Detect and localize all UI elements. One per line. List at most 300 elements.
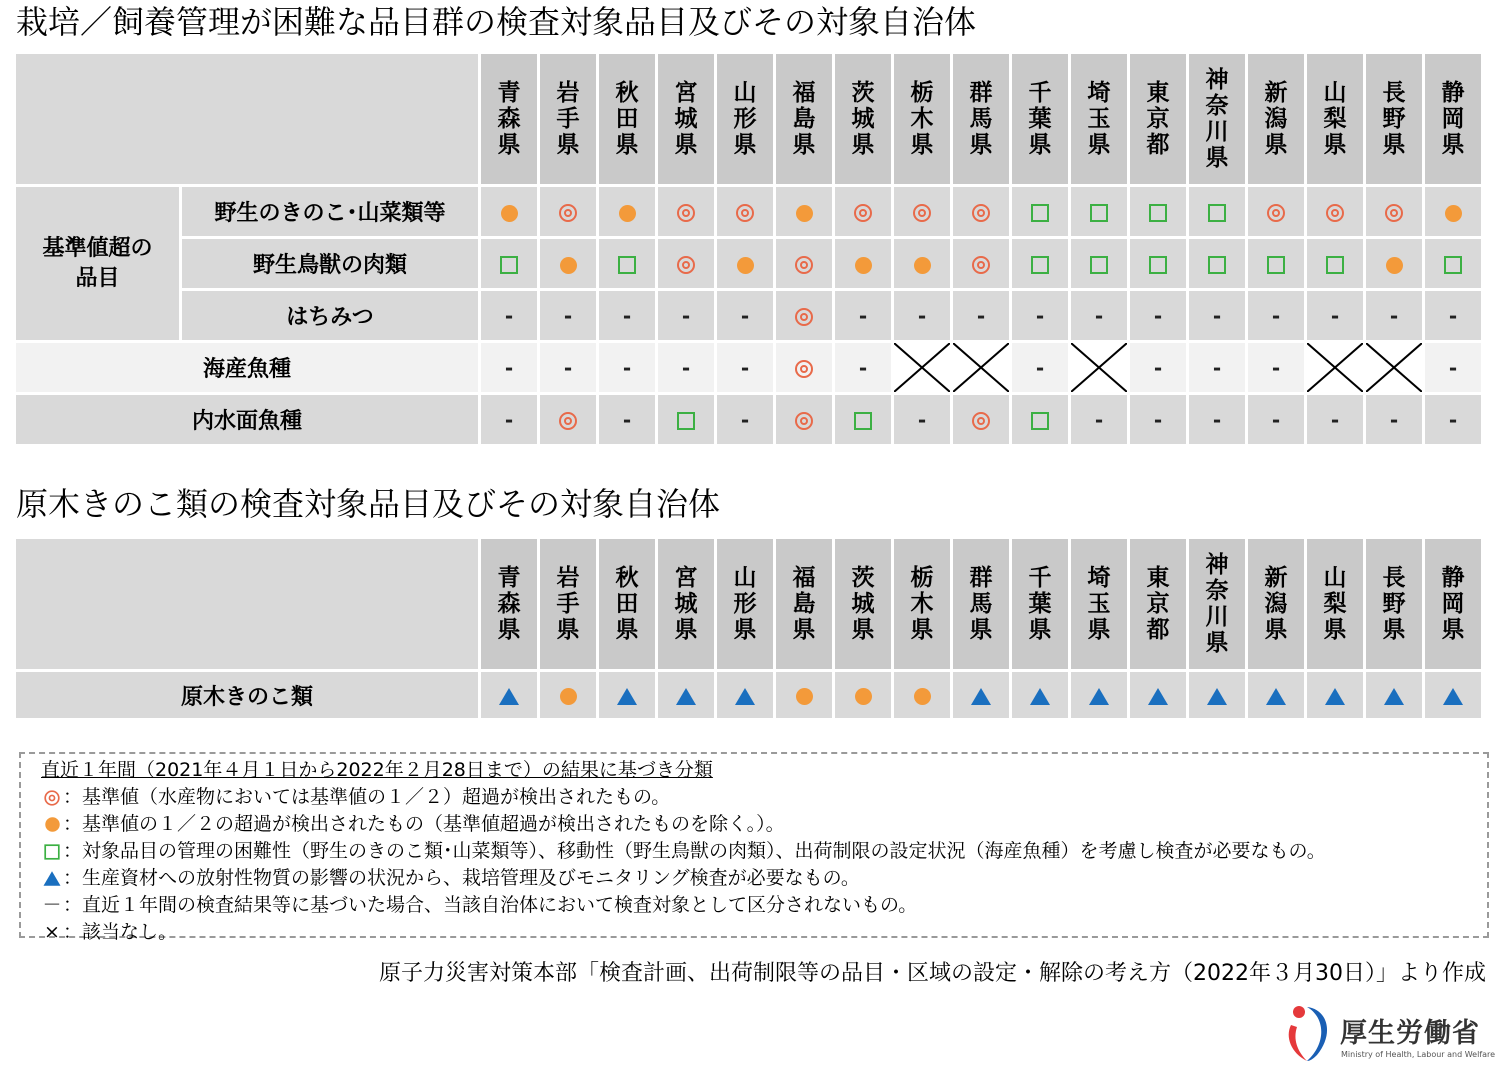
prefecture-name: 山形県 [733,80,757,158]
prefecture-name: 茨城県 [851,80,875,158]
prefecture-header [658,539,714,669]
prefecture-name: 東京都 [1146,80,1170,158]
status-cell [776,239,832,288]
row-label: 内水面魚種 [16,395,478,444]
blue-triangle-icon [499,688,519,705]
double-circle-icon [795,308,813,326]
status-cell [1248,395,1304,444]
dash-mark: - [622,303,632,328]
prefecture-name: 静岡県 [1441,565,1465,643]
table2-corner-cell [16,539,478,669]
status-cell [776,187,832,236]
status-cell [835,343,891,392]
prefecture-name: 青森県 [497,565,521,643]
cross-icon [894,343,950,392]
orange-dot-icon [560,257,577,274]
status-cell [540,343,596,392]
status-cell [1307,239,1363,288]
status-cell [540,187,596,236]
status-cell [1189,395,1245,444]
dash-mark: - [1330,407,1340,432]
double-circle-icon [1326,204,1344,222]
dash-mark: - [740,407,750,432]
status-cell [953,187,1009,236]
status-cell [1012,395,1068,444]
prefecture-header [717,539,773,669]
dash-mark: - [1212,355,1222,380]
status-cell [953,672,1009,718]
blue-triangle-icon [971,688,991,705]
status-cell [481,291,537,340]
dash-mark: - [681,303,691,328]
status-cell [1012,239,1068,288]
prefecture-header [1071,54,1127,184]
prefecture-header [1248,54,1304,184]
double-circle-icon [972,412,990,430]
prefecture-name: 岩手県 [556,565,580,643]
double-circle-icon [736,204,754,222]
table1-header-row [16,54,1481,184]
prefecture-name: 福島県 [792,80,816,158]
green-square-icon [1149,256,1167,274]
status-cell [599,343,655,392]
green-square-icon [1031,204,1049,222]
dash-mark: - [1448,407,1458,432]
dash-mark: - [976,303,986,328]
prefecture-name: 秋田県 [615,565,639,643]
status-cell [1071,291,1127,340]
prefecture-header [481,539,537,669]
double-circle-icon [677,204,695,222]
prefecture-header [835,54,891,184]
prefecture-name: 宮城県 [674,80,698,158]
dash-mark: - [1389,303,1399,328]
double-circle-icon [559,412,577,430]
prefecture-name: 静岡県 [1441,80,1465,158]
prefecture-header [1130,54,1186,184]
status-cell [894,187,950,236]
status-cell [1012,187,1068,236]
green-square-icon [618,256,636,274]
blue-triangle-icon [1325,688,1345,705]
table-row [16,395,1481,444]
prefecture-name: 群馬県 [969,80,993,158]
status-cell [1012,672,1068,718]
status-cell [1130,187,1186,236]
status-cell [1425,239,1481,288]
dash-mark: - [1448,355,1458,380]
dash-mark: - [1212,303,1222,328]
prefecture-header [776,539,832,669]
status-cell [658,395,714,444]
cross-icon [1071,343,1127,392]
status-cell [1425,187,1481,236]
orange-dot-icon [796,688,813,705]
prefecture-name: 山形県 [733,565,757,643]
status-cell [835,291,891,340]
legend-text: ：基準値（水産物においては基準値の１／２）超過が検出されたもの。 [63,786,671,808]
status-cell [1130,395,1186,444]
status-cell [717,343,773,392]
dash-mark: - [622,407,632,432]
not-applicable-cell [894,343,950,392]
prefecture-name: 長野県 [1382,565,1406,643]
status-cell [1366,291,1422,340]
prefecture-header [717,54,773,184]
prefecture-header [1366,54,1422,184]
status-cell [776,672,832,718]
not-applicable-cell [953,343,1009,392]
green-square-icon [1149,204,1167,222]
prefecture-header [1307,54,1363,184]
prefecture-header [1307,539,1363,669]
green-square-icon [1326,256,1344,274]
dash-mark: - [504,303,514,328]
status-cell [540,672,596,718]
status-cell [1189,291,1245,340]
prefecture-header [540,539,596,669]
status-cell [1248,291,1304,340]
status-cell [540,395,596,444]
dash-mark: - [1212,407,1222,432]
dash-mark: - [917,303,927,328]
legend-symbol [41,865,63,892]
green-square-icon [1031,412,1049,430]
status-cell [1130,291,1186,340]
status-cell [1425,672,1481,718]
green-square-icon [854,412,872,430]
status-cell [1130,239,1186,288]
prefecture-name: 栃木県 [910,565,934,643]
status-cell [1189,672,1245,718]
status-cell [1366,187,1422,236]
status-cell [894,239,950,288]
table1-corner-cell [16,54,478,184]
double-circle-icon [913,204,931,222]
prefecture-header [1366,539,1422,669]
prefecture-name: 新潟県 [1264,80,1288,158]
prefecture-header [540,54,596,184]
dash-mark: - [858,355,868,380]
blue-triangle-icon [617,688,637,705]
status-cell [1130,343,1186,392]
status-cell [599,239,655,288]
status-cell [1425,291,1481,340]
prefecture-name: 茨城県 [851,565,875,643]
prefecture-name: 新潟県 [1264,565,1288,643]
cross-icon [953,343,1009,392]
prefecture-header [1425,539,1481,669]
status-cell [1012,343,1068,392]
double-circle-icon [1385,204,1403,222]
prefecture-name: 千葉県 [1028,565,1052,643]
prefecture-name: 長野県 [1382,80,1406,158]
title-log-mushroom-items: 原木きのこ類の検査対象品目及びその対象自治体 [16,485,721,523]
prefecture-name: 神奈川県 [1205,552,1229,656]
legend-item [41,784,1487,811]
dash-mark: - [740,303,750,328]
status-cell [1248,239,1304,288]
prefecture-name: 山梨県 [1323,80,1347,158]
source-credit: 原子力災害対策本部「検査計画、出荷制限等の品目・区域の設定・解除の考え方（2022年３月30日）」より作成 [379,961,1486,986]
blue-triangle-icon [1148,688,1168,705]
blue-triangle-icon [735,688,755,705]
status-cell [1307,672,1363,718]
not-applicable-cell [1071,343,1127,392]
status-cell [835,672,891,718]
status-cell [776,343,832,392]
cross-icon [1366,343,1422,392]
double-circle-icon [854,204,872,222]
legend-text: ：生産資材への放射性物質の影響の状況から、栽培管理及びモニタリング検査が必要なもの。 [63,867,860,889]
dash-mark: - [504,355,514,380]
prefecture-name: 群馬県 [969,565,993,643]
double-circle-icon [44,790,59,805]
prefecture-header [1012,539,1068,669]
double-circle-icon [795,412,813,430]
status-cell [717,239,773,288]
table-row [16,187,1481,236]
table2-header-row [16,539,1481,669]
status-cell [1425,343,1481,392]
not-applicable-cell [1366,343,1422,392]
status-cell [1366,239,1422,288]
status-cell [717,395,773,444]
prefecture-name: 岩手県 [556,80,580,158]
prefecture-header [1248,539,1304,669]
status-cell [1307,187,1363,236]
dash-mark: - [1153,303,1163,328]
legend-symbol [41,811,63,838]
double-circle-icon [559,204,577,222]
dash-mark: - [1153,407,1163,432]
status-cell [1071,187,1127,236]
status-cell [1071,672,1127,718]
prefecture-name: 秋田県 [615,80,639,158]
legend-text: ：該当なし。 [63,921,178,943]
legend-symbol: － [42,894,62,916]
row-label: 原木きのこ類 [16,672,478,718]
notes-header: 直近１年間（2021年４月１日から2022年２月28日まで）の結果に基づき分類 [41,759,713,781]
legend-symbol: × [44,921,60,943]
status-cell [599,187,655,236]
legend-item [41,919,1487,946]
dash-mark: - [1448,303,1458,328]
status-cell [658,672,714,718]
blue-triangle-icon [44,871,61,885]
status-cell [658,343,714,392]
blue-triangle-icon [1384,688,1404,705]
prefecture-name: 千葉県 [1028,80,1052,158]
dash-mark: - [1271,303,1281,328]
dash-mark: - [917,407,927,432]
status-cell [776,395,832,444]
prefecture-header [599,54,655,184]
prefecture-header [835,539,891,669]
status-cell [481,343,537,392]
status-cell [599,672,655,718]
status-cell [540,239,596,288]
green-square-icon [1090,256,1108,274]
table-row [16,291,1481,340]
double-circle-icon [795,256,813,274]
status-cell [1012,291,1068,340]
legend-symbol [41,838,63,865]
status-cell [717,672,773,718]
status-cell [1071,395,1127,444]
dash-mark: - [858,303,868,328]
blue-triangle-icon [1207,688,1227,705]
status-cell [599,291,655,340]
dash-mark: - [1330,303,1340,328]
status-cell [717,187,773,236]
status-cell [1189,239,1245,288]
prefecture-name: 宮城県 [674,565,698,643]
status-cell [894,672,950,718]
table-row [16,343,1481,392]
dash-mark: - [1389,407,1399,432]
orange-dot-icon [1445,205,1462,222]
mhlw-logo [1283,1003,1496,1073]
prefecture-header [953,54,1009,184]
orange-dot-icon [45,817,59,831]
blue-triangle-icon [676,688,696,705]
status-cell [776,291,832,340]
table-row [16,672,1481,718]
status-cell [658,291,714,340]
prefecture-header [1189,539,1245,669]
row-label: はちみつ [182,291,478,340]
status-cell [1189,343,1245,392]
green-square-icon [1444,256,1462,274]
status-cell [835,239,891,288]
legend-symbol [41,784,63,811]
legend-item [41,811,1487,838]
row-label: 野生鳥獣の肉類 [182,239,478,288]
row-label: 海産魚種 [16,343,478,392]
double-circle-icon [677,256,695,274]
prefecture-header [599,539,655,669]
green-square-icon [500,256,518,274]
prefecture-header [776,54,832,184]
blue-triangle-icon [1443,688,1463,705]
dash-mark: - [1035,355,1045,380]
prefecture-name: 山梨県 [1323,565,1347,643]
legend-notes [19,752,1489,943]
status-cell [953,239,1009,288]
status-cell [1425,395,1481,444]
dash-mark: - [504,407,514,432]
green-square-icon [1208,256,1226,274]
not-applicable-cell [1307,343,1363,392]
status-cell [1248,343,1304,392]
blue-triangle-icon [1089,688,1109,705]
status-cell [1189,187,1245,236]
status-cell [717,291,773,340]
prefecture-header [1425,54,1481,184]
status-cell [481,239,537,288]
status-cell [835,395,891,444]
orange-dot-icon [796,205,813,222]
prefecture-header [894,54,950,184]
prefecture-name: 埼玉県 [1087,565,1111,643]
orange-dot-icon [855,688,872,705]
dash-mark: - [1094,303,1104,328]
logo-subtitle: Ministry of Health, Labour and Welfare [1341,1050,1496,1059]
row-label: 野生のきのこ･山菜類等 [182,187,478,236]
dash-mark: - [563,355,573,380]
orange-dot-icon [914,257,931,274]
green-square-icon [1267,256,1285,274]
green-square-icon [44,844,59,859]
dash-mark: - [1153,355,1163,380]
green-square-icon [677,412,695,430]
status-cell [894,291,950,340]
dash-mark: - [1035,303,1045,328]
status-cell [1366,395,1422,444]
legend-item [41,865,1487,892]
prefecture-header [1071,539,1127,669]
table-row [16,239,1481,288]
double-circle-icon [972,256,990,274]
prefecture-name: 青森県 [497,80,521,158]
group-label-text: 基準値超の品目 [42,235,153,291]
status-cell [658,187,714,236]
status-cell [1071,239,1127,288]
status-cell [481,672,537,718]
table-difficult-items [13,51,1484,447]
orange-dot-icon [501,205,518,222]
status-cell [1130,672,1186,718]
legend-item [41,892,1487,919]
legend-text: ：基準値の１／２の超過が検出されたもの（基準値超過が検出されたものを除く。）。 [63,813,785,835]
prefecture-header [1130,539,1186,669]
dash-mark: - [563,303,573,328]
status-cell [1248,187,1304,236]
status-cell [481,395,537,444]
green-square-icon [1031,256,1049,274]
prefecture-header [1012,54,1068,184]
prefecture-header [894,539,950,669]
orange-dot-icon [560,688,577,705]
dash-mark: - [1094,407,1104,432]
prefecture-name: 神奈川県 [1205,67,1229,171]
status-cell [658,239,714,288]
blue-triangle-icon [1030,688,1050,705]
orange-dot-icon [855,257,872,274]
prefecture-header [1189,54,1245,184]
prefecture-name: 福島県 [792,565,816,643]
orange-dot-icon [737,257,754,274]
status-cell [953,395,1009,444]
group-label [16,187,179,340]
legend-text: ：直近１年間の検査結果等に基づいた場合、当該自治体において検査対象として区分されないもの。 [63,894,918,916]
logo-name: 厚生労働省 [1340,1018,1480,1049]
prefecture-header [658,54,714,184]
green-square-icon [1090,204,1108,222]
prefecture-name: 東京都 [1146,565,1170,643]
double-circle-icon [795,360,813,378]
status-cell [599,395,655,444]
legend-item [41,838,1487,865]
status-cell [1366,672,1422,718]
orange-dot-icon [914,688,931,705]
green-square-icon [1208,204,1226,222]
status-cell [1307,291,1363,340]
prefecture-header [953,539,1009,669]
dash-mark: - [681,355,691,380]
cross-icon [1307,343,1363,392]
